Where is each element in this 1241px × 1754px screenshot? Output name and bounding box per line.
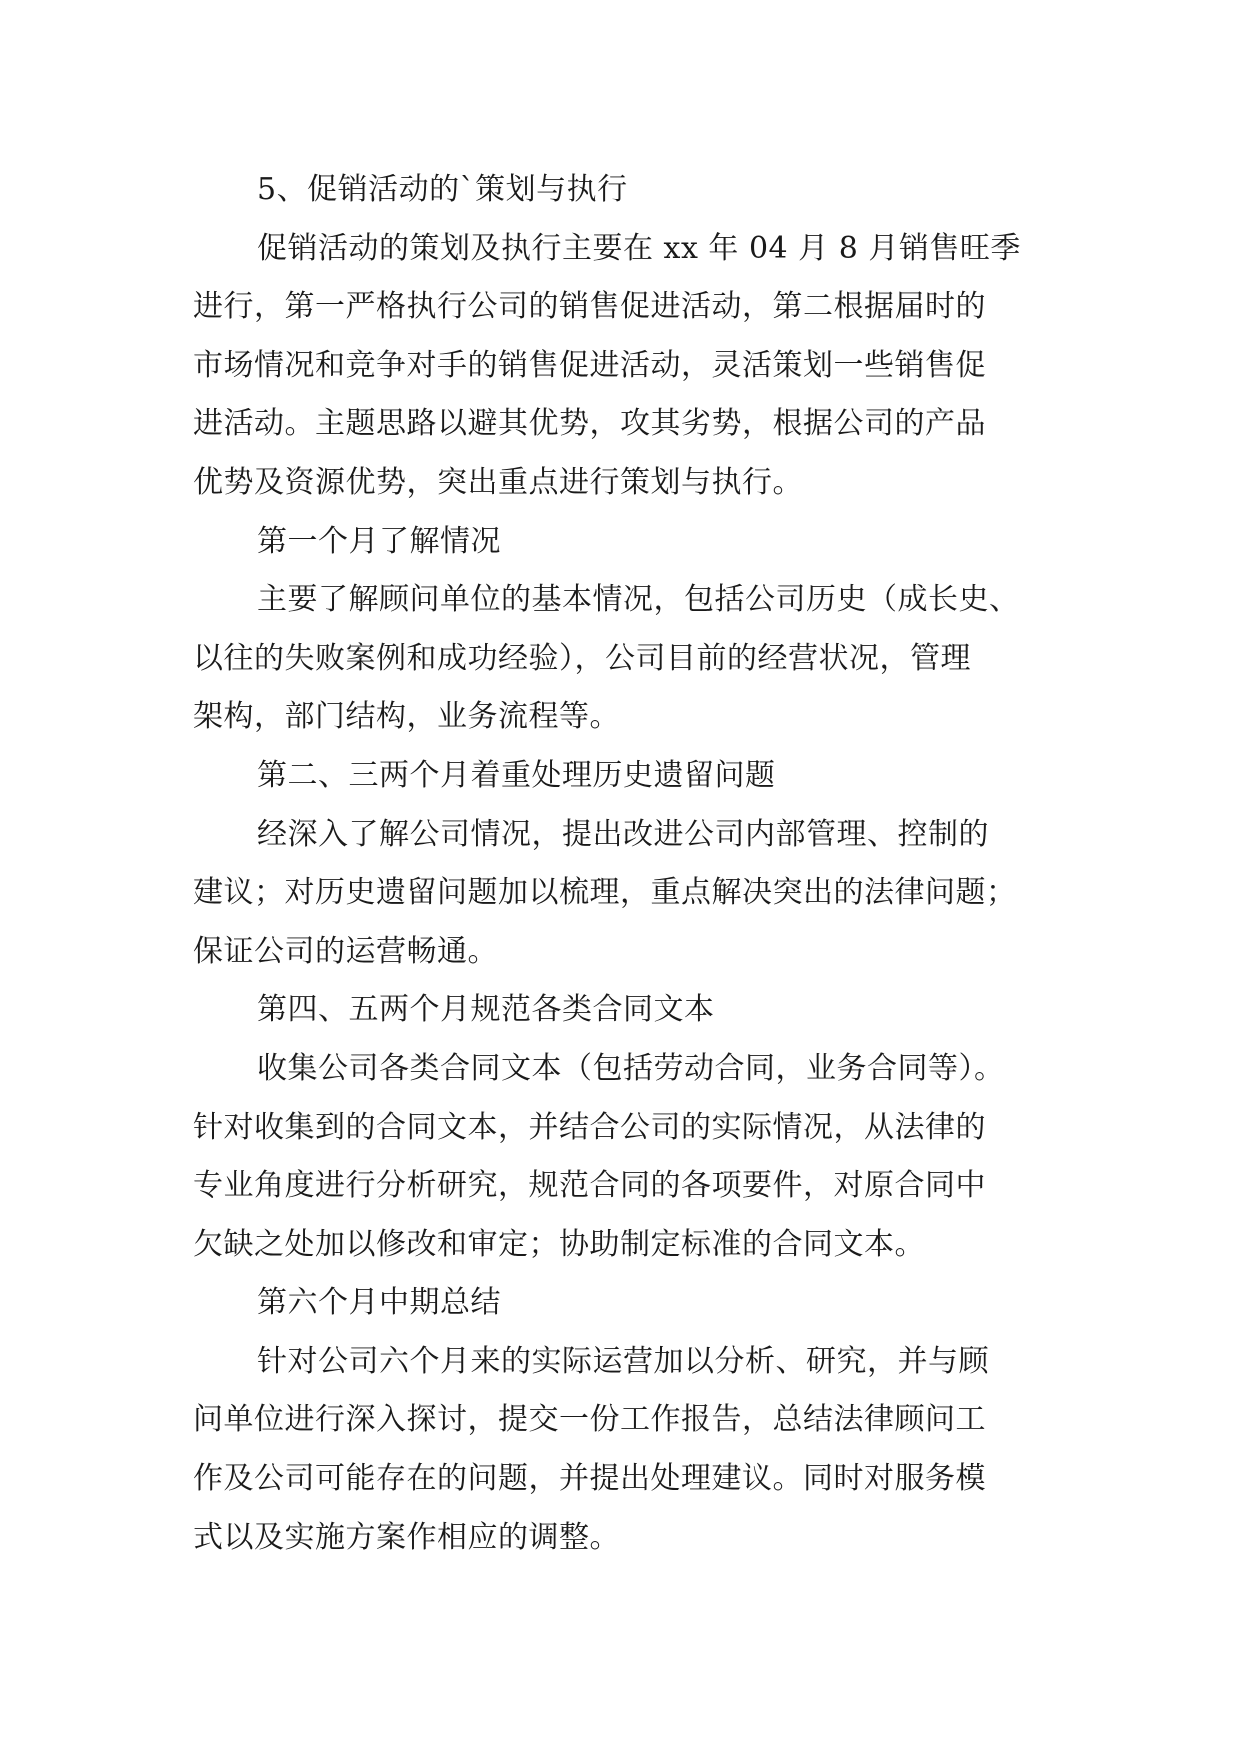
document-line: 优势及资源优势，突出重点进行策划与执行。 — [193, 464, 803, 500]
document-line: 针对公司六个月来的实际运营加以分析、研究，并与顾 — [257, 1343, 989, 1379]
document-line: 针对收集到的合同文本，并结合公司的实际情况，从法律的 — [193, 1109, 986, 1145]
document-line: 主要了解顾问单位的基本情况，包括公司历史（成长史、 — [257, 582, 1020, 618]
document-line: 式以及实施方案作相应的调整。 — [193, 1519, 620, 1555]
document-line: 5、促销活动的`策划与执行 — [257, 172, 628, 207]
document-line: 收集公司各类合同文本（包括劳动合同，业务合同等）。 — [257, 1050, 1005, 1086]
document-line: 市场情况和竞争对手的销售促进活动，灵活策划一些销售促 — [193, 347, 986, 383]
document-line: 问单位进行深入探讨，提交一份工作报告，总结法律顾问工 — [193, 1402, 986, 1438]
document-line: 欠缺之处加以修改和审定；协助制定标准的合同文本。 — [193, 1226, 925, 1262]
document-line: 进行，第一严格执行公司的销售促进活动，第二根据届时的 — [193, 289, 986, 325]
document-line: 经深入了解公司情况，提出改进公司内部管理、控制的 — [257, 816, 989, 852]
document-line: 架构，部门结构，业务流程等。 — [193, 699, 620, 735]
document-line: 第六个月中期总结 — [257, 1285, 501, 1321]
document-line: 保证公司的运营畅通。 — [193, 933, 498, 969]
document-line: 促销活动的策划及执行主要在 xx 年 04 月 8 月销售旺季 — [257, 230, 1021, 266]
document-line: 第一个月了解情况 — [257, 523, 501, 559]
document-body — [193, 161, 1063, 1567]
document-line: 作及公司可能存在的问题，并提出处理建议。同时对服务模 — [193, 1461, 986, 1497]
document-line: 进活动。主题思路以避其优势，攻其劣势，根据公司的产品 — [193, 406, 986, 442]
document-line: 第四、五两个月规范各类合同文本 — [257, 992, 715, 1028]
document-line: 以往的失败案例和成功经验），公司目前的经营状况，管理 — [193, 640, 971, 676]
document-line: 建议；对历史遗留问题加以梳理，重点解决突出的法律问题； — [193, 875, 1017, 911]
document-line: 专业角度进行分析研究，规范合同的各项要件，对原合同中 — [193, 1168, 986, 1204]
document-line: 第二、三两个月着重处理历史遗留问题 — [257, 757, 776, 793]
